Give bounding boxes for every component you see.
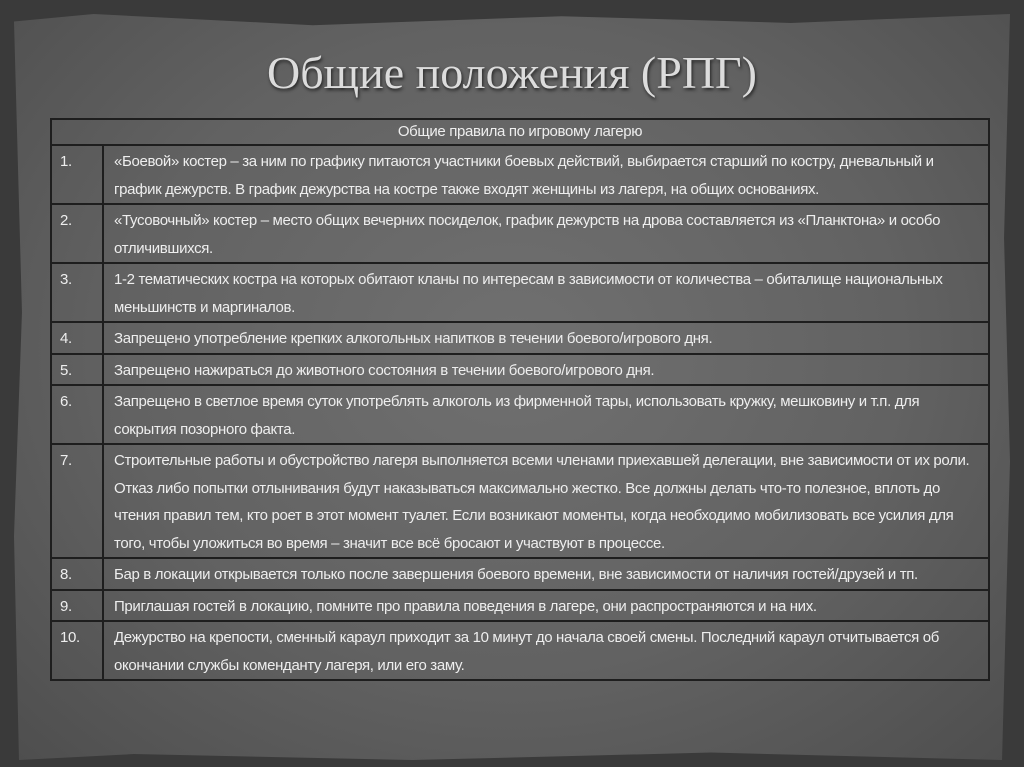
rule-number: 5. — [51, 354, 103, 386]
rule-text: Приглашая гостей в локацию, помните про правила поведения в лагере, они распространяются и на них. — [103, 590, 989, 622]
rule-number: 8. — [51, 558, 103, 590]
table-row — [51, 558, 989, 590]
rule-text: Запрещено употребление крепких алкогольных напитков в течении боевого/игрового дня. — [103, 322, 989, 354]
slide-title: Общие положения (РПГ) — [267, 47, 757, 98]
rule-text: Строительные работы и обустройство лагеря выполняется всеми членами приехавшей делегации, вне зависимости от их роли. Отказ либо попытки отлынивания будут наказываться максимально жестко. Все должны делать что-то полезное, вплоть до чтения правил тем, кто роет в этот момент туалет. Если возникают моменты, когда необходимо мобилизовать все усилия для того, чтобы уложиться во время – значит все всё бросают и участвуют в процессе. — [103, 444, 989, 558]
rule-text: Запрещено нажираться до животного состояния в течении боевого/игрового дня. — [103, 354, 989, 386]
table-row — [51, 204, 989, 263]
rule-text: «Тусовочный» костер – место общих вечерних посиделок, график дежурств на дрова составляется из «Планктона» и особо отличившихся. — [103, 204, 989, 263]
rule-text: Запрещено в светлое время суток употреблять алкоголь из фирменной тары, использовать кружку, мешковину и т.п. для сокрытия позорного факта. — [103, 385, 989, 444]
rule-number: 7. — [51, 444, 103, 558]
table-row — [51, 322, 989, 354]
table-header-row — [51, 119, 989, 145]
rule-number: 10. — [51, 621, 103, 680]
rule-number: 6. — [51, 385, 103, 444]
rule-number: 9. — [51, 590, 103, 622]
rules-table — [50, 118, 990, 681]
rule-text: Дежурство на крепости, сменный караул приходит за 10 минут до начала своей смены. Последний караул отчитывается об окончании службы коменданту лагеря, или его заму. — [103, 621, 989, 680]
rule-number: 1. — [51, 145, 103, 204]
table-header: Общие правила по игровому лагерю — [51, 119, 989, 145]
rule-text: «Боевой» костер – за ним по графику питаются участники боевых действий, выбирается старший по костру, дневальный и график дежурств. В график дежурства на костре также входят женщины из лагеря, на общих основаниях. — [103, 145, 989, 204]
table-row — [51, 354, 989, 386]
table-row — [51, 444, 989, 558]
rule-text: Бар в локации открывается только после завершения боевого времени, вне зависимости от наличия гостей/друзей и тп. — [103, 558, 989, 590]
rule-number: 2. — [51, 204, 103, 263]
table-row — [51, 385, 989, 444]
rule-number: 3. — [51, 263, 103, 322]
rule-text: 1-2 тематических костра на которых обитают кланы по интересам в зависимости от количества – обиталище национальных меньшинств и маргиналов. — [103, 263, 989, 322]
table-row — [51, 590, 989, 622]
table-row — [51, 263, 989, 322]
table-row — [51, 621, 989, 680]
table-row — [51, 145, 989, 204]
rule-number: 4. — [51, 322, 103, 354]
